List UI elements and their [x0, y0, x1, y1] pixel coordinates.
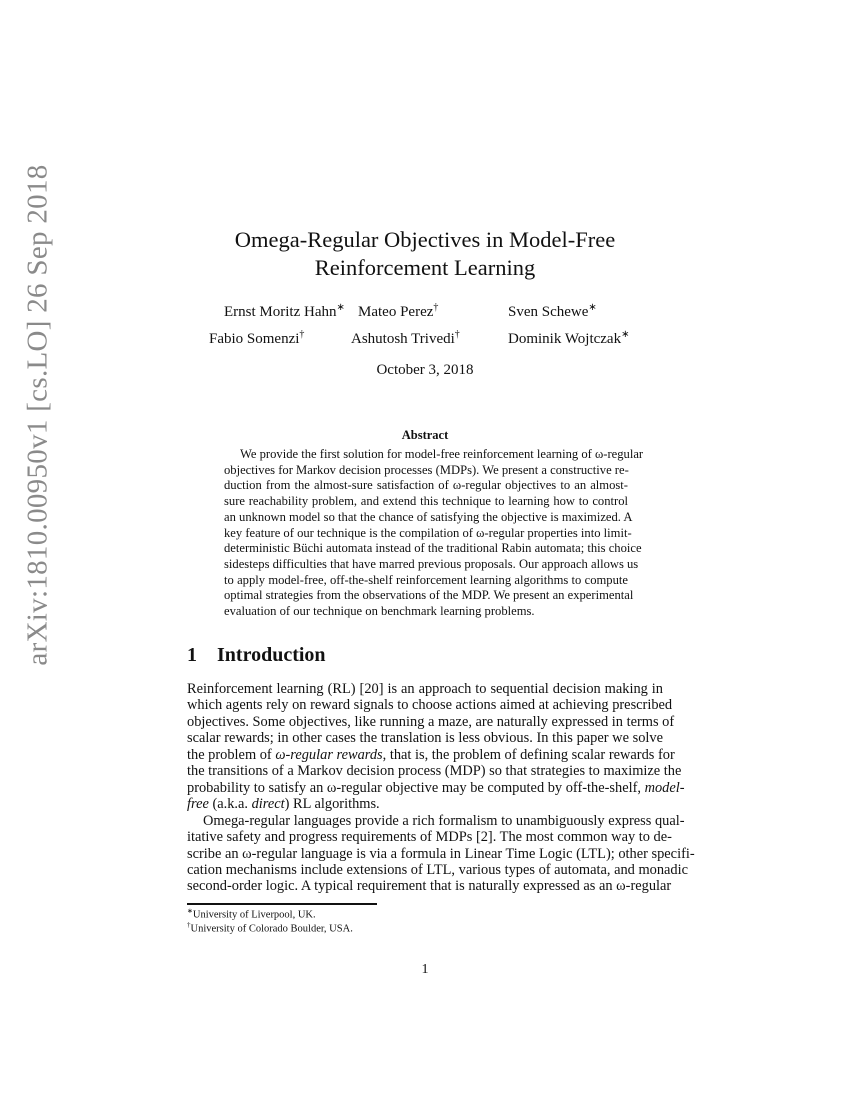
- author: [508, 329, 629, 348]
- text-line: [187, 829, 672, 846]
- text-segment: scribe an ω-regular language is via a formula in Linear Time Logic (LTL); other specifi-: [187, 845, 695, 862]
- text-segment: probability to satisfy an ω-regular objective may be computed by off-the-shelf,: [187, 779, 645, 796]
- text-segment: to apply model-free, off-the-shelf reinforcement learning algorithms to compute: [224, 572, 628, 587]
- text-segment: the problem of: [187, 746, 276, 763]
- footnote-mark: ∗: [187, 907, 193, 915]
- italic-text: model-: [644, 779, 685, 796]
- text-line: [224, 588, 634, 604]
- text-segment: deterministic Büchi automata instead of the traditional Rabin automata; this choice: [224, 541, 642, 556]
- footnote-text: University of Liverpool, UK.: [192, 909, 316, 921]
- text-line: [224, 573, 628, 589]
- text-line: [187, 681, 663, 697]
- footnote-rule: [187, 903, 377, 905]
- abstract-body: [224, 447, 644, 620]
- footnote: [187, 907, 316, 921]
- affiliation-mark: ∗: [588, 302, 597, 313]
- text-line: [224, 525, 632, 542]
- affiliation-mark: †: [454, 329, 460, 340]
- text-line: [187, 861, 689, 878]
- author-name: Ernst Moritz Hahn: [224, 304, 337, 320]
- introduction-body: [187, 681, 695, 895]
- text-segment: cation mechanisms include extensions of LTL, various types of automata, and monadic: [187, 861, 689, 878]
- text-segment: , that is, the problem of defining scalar rewards for: [382, 746, 675, 763]
- text-line: [187, 697, 673, 714]
- text-line: [224, 604, 628, 620]
- text-line: [224, 463, 628, 479]
- footnote-mark: †: [187, 921, 191, 929]
- text-segment: ) RL algorithms.: [284, 796, 380, 813]
- text-line: [224, 509, 633, 526]
- paper-title: [0, 226, 850, 282]
- text-segment: sure reachability problem, and extend this technique to learning how to control: [224, 494, 628, 509]
- author-name: Sven Schewe: [508, 304, 589, 320]
- affiliation-mark: †: [299, 329, 305, 340]
- text-segment: optimal strategies from the observations of the MDP. We present an experimental: [224, 588, 634, 603]
- text-line: [224, 478, 628, 494]
- footnote-text: University of Colorado Boulder, USA.: [190, 923, 353, 935]
- text-segment: which agents rely on reward signals to choose actions aimed at achieving prescribed: [187, 697, 673, 714]
- affiliation-mark: †: [433, 302, 439, 313]
- text-segment: Omega-regular languages provide a rich formalism to unambiguously express qual-: [203, 812, 685, 829]
- italic-text: free: [187, 796, 209, 813]
- italic-text: direct: [251, 796, 285, 813]
- text-segment: objectives for Markov decision processes (MDPs). We present a constructive re-: [224, 462, 629, 477]
- text-line: [224, 556, 639, 573]
- italic-text: ω-regular rewards: [275, 746, 383, 763]
- text-segment: key feature of our technique is the compilation of ω-regular properties into limit-: [224, 525, 632, 540]
- arxiv-stamp: arXiv:1810.00950v1 [cs.LO] 26 Sep 2018: [21, 164, 54, 666]
- page-number: 1: [421, 962, 429, 977]
- text-segment: scalar rewards; in other cases the translation is less obvious. In this paper we solve: [187, 730, 663, 747]
- affiliation-mark: ∗: [621, 329, 630, 340]
- title-line: Reinforcement Learning: [314, 255, 536, 280]
- author: [358, 302, 438, 321]
- author: [224, 302, 345, 321]
- author-name: Mateo Perez: [358, 304, 434, 320]
- text-line: [187, 763, 682, 780]
- author: [209, 329, 304, 348]
- text-segment: evaluation of our technique on benchmark learning problems.: [224, 604, 535, 619]
- text-segment: itative safety and progress requirements of MDPs [2]. The most common way to de-: [187, 829, 672, 846]
- text-segment: sidesteps difficulties that have marred previous proposals. Our approach allows us: [224, 556, 639, 571]
- section-heading: [187, 644, 326, 667]
- title-line: Omega-Regular Objectives in Model-Free: [234, 227, 616, 252]
- text-line: [187, 812, 685, 829]
- author: [508, 302, 597, 321]
- text-line: [224, 494, 628, 510]
- text-segment: objectives. Some objectives, like running a maze, are naturally expressed in terms of: [187, 713, 675, 730]
- text-segment: We provide the first solution for model-free reinforcement learning of ω-regular: [240, 447, 644, 461]
- text-segment: the transitions of a Markov decision process (MDP) so that strategies to maximize the: [187, 763, 682, 780]
- text-line: [187, 779, 685, 796]
- date: October 3, 2018: [376, 362, 474, 378]
- text-segment: second-order logic. A typical requirement that is naturally expressed as an ω-regular: [187, 878, 672, 895]
- author-name: Ashutosh Trivedi: [351, 331, 455, 347]
- text-line: [224, 541, 642, 557]
- section-title: Introduction: [217, 644, 326, 666]
- footnote: [187, 921, 353, 935]
- author: [351, 329, 460, 348]
- text-line: [187, 746, 675, 763]
- text-segment: Reinforcement learning (RL) [20] is an approach to sequential decision making in: [187, 681, 663, 697]
- section-number: 1: [187, 644, 197, 666]
- text-segment: (a.k.a.: [208, 796, 252, 813]
- text-line: [224, 447, 644, 463]
- text-line: [187, 713, 675, 730]
- affiliation-mark: ∗: [336, 302, 345, 313]
- abstract-heading: Abstract: [401, 428, 449, 442]
- text-segment: duction from the almost-sure satisfaction of ω-regular objectives to an almost-: [224, 478, 628, 493]
- text-line: [187, 845, 695, 862]
- text-line: [187, 730, 663, 746]
- text-line: [187, 878, 672, 895]
- text-line: [187, 796, 663, 812]
- author-name: Dominik Wojtczak: [508, 331, 622, 347]
- author-name: Fabio Somenzi: [209, 331, 300, 347]
- text-segment: an unknown model so that the chance of satisfying the objective is maximized. A: [224, 509, 633, 524]
